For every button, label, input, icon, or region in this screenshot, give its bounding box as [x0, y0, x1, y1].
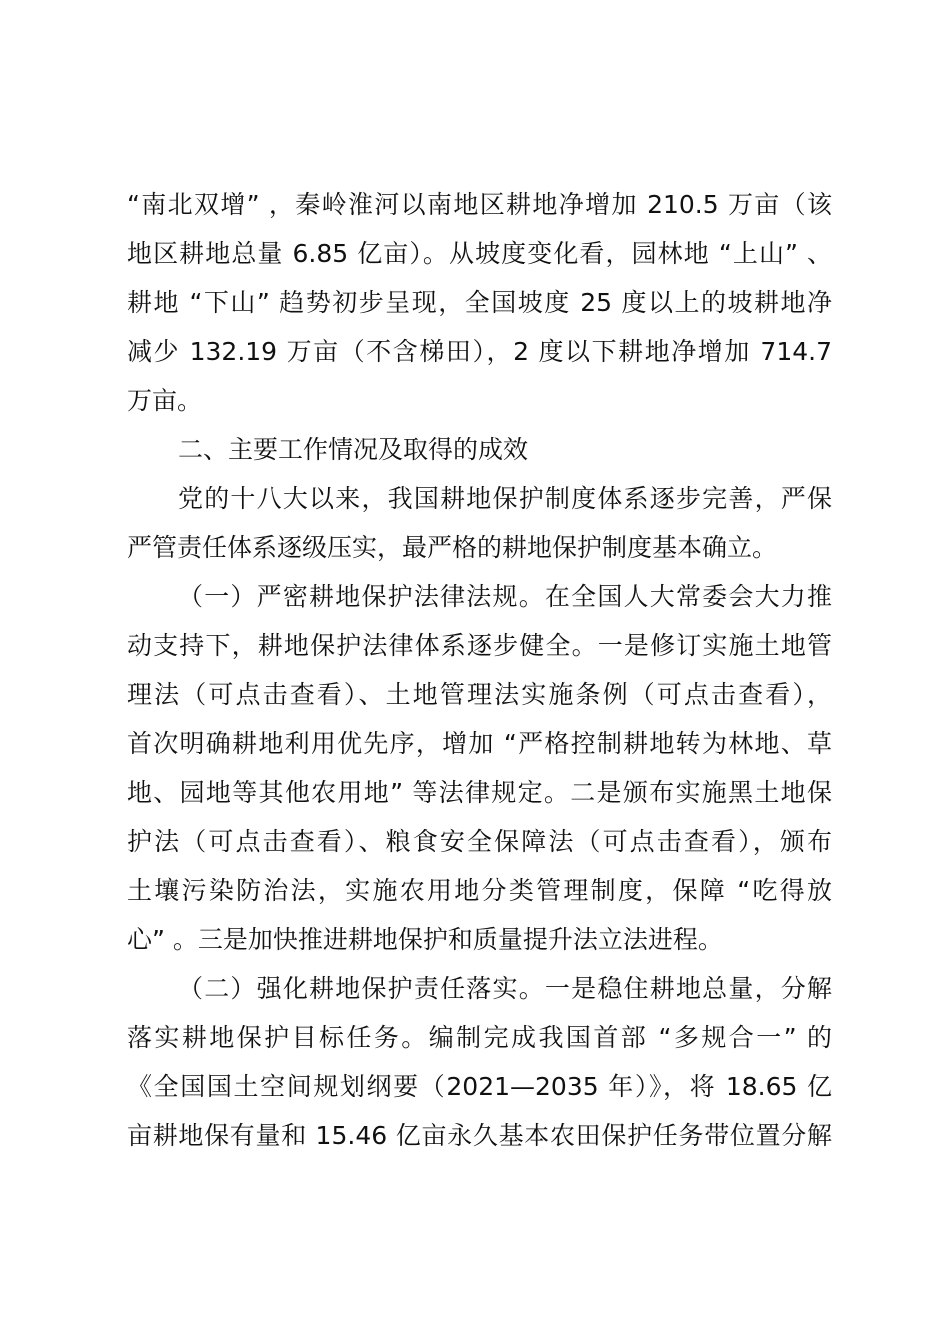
text-line: 耕地 “下山” 趋势初步呈现，全国坡度 25 度以上的坡耕地净: [127, 288, 832, 317]
text-line: “南北双增” ，秦岭淮河以南地区耕地净增加 210.5 万亩（该: [127, 190, 832, 219]
text-line: 万亩。: [127, 386, 203, 415]
text-line: 动支持下，耕地保护法律体系逐步健全。一是修订实施土地管: [127, 631, 832, 660]
text-line: 土壤污染防治法，实施农用地分类管理制度，保障 “吃得放: [127, 876, 832, 905]
section-heading: 二、主要工作情况及取得的成效: [178, 435, 529, 464]
text-line: 地、园地等其他农用地” 等法律规定。二是颁布实施黑土地保: [127, 778, 832, 807]
text-line: 减少 132.19 万亩（不含梯田），2 度以下耕地净增加 714.7: [127, 337, 832, 366]
text-line: 落实耕地保护目标任务。编制完成我国首部 “多规合一” 的: [127, 1023, 832, 1052]
text-line: 护法（可点击查看）、粮食安全保障法（可点击查看），颁布: [127, 827, 832, 856]
text-line: 党的十八大以来，我国耕地保护制度体系逐步完善，严保: [178, 484, 832, 513]
document-body: [127, 180, 832, 1160]
text-line: 严管责任体系逐级压实，最严格的耕地保护制度基本确立。: [127, 533, 778, 562]
text-line: 地区耕地总量 6.85 亿亩）。从坡度变化看，园林地 “上山” 、: [127, 239, 832, 268]
text-line: 心” 。三是加快推进耕地保护和质量提升法立法进程。: [127, 925, 723, 954]
subsection-heading-line: （二）强化耕地保护责任落实。一是稳住耕地总量，分解: [178, 974, 832, 1003]
text-line: 亩耕地保有量和 15.46 亿亩永久基本农田保护任务带位置分解: [127, 1121, 832, 1150]
text-line: 首次明确耕地利用优先序，增加 “严格控制耕地转为林地、草: [127, 729, 832, 758]
text-line: 《全国国土空间规划纲要（2021—2035 年）》，将 18.65 亿: [127, 1072, 832, 1101]
subsection-heading-line: （一）严密耕地保护法律法规。在全国人大常委会大力推: [178, 582, 832, 611]
text-line: 理法（可点击查看）、土地管理法实施条例（可点击查看），: [127, 680, 832, 709]
